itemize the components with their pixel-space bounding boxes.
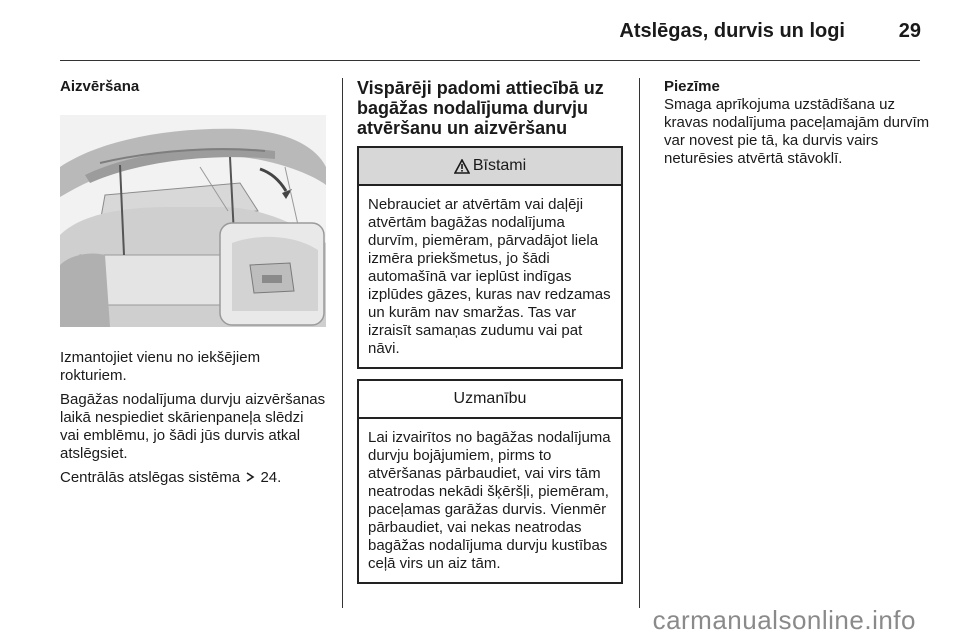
note-text: Smaga aprīkojuma uzstādīšana uz kravas nodalījuma paceļamajām durvīm var novest pie tā, ka durvis vairs neturēsies atvērtā stāvoklī. [664,96,930,167]
caution-box-title: Uzmanību [453,390,527,407]
column-closing [60,78,326,493]
column-general-advice [357,78,623,584]
cross-reference-page: 24. [260,469,282,486]
danger-box-header [359,148,621,186]
caution-box-text: Lai izvairītos no bagāžas nodalījuma durvju bojājumiem, pirms to atvēršanas pārbaudiet, vai virs tām neatrodas nekādi šķēršļi, piemēram, paceļamas garāžas durvis. Vienmēr pārbaudiet, vai nekas neatrodas bagāžas nodalījuma durvju kustības ceļā virs un aiz tām. [368,429,611,572]
caution-box-header [359,381,621,419]
tailgate-illustration [60,115,326,327]
danger-box [357,146,623,369]
cross-reference [60,469,326,487]
danger-box-title: Bīstami [472,157,527,174]
column-divider-left [342,78,343,608]
closing-paragraph-2: Bagāžas nodalījuma durvju aizvēršanas laikā nespiediet skārienpaneļa slēdzi vai emblēmu, jo šādi jūs durvis atkal atslēgsiet. [60,391,326,462]
column-divider-right [639,78,640,608]
note-title: Piezīme [664,78,720,95]
watermark-text: carmanualsonline.info [652,605,916,635]
closing-paragraph-1: Izmantojiet vienu no iekšējiem rokturiem. [60,349,261,384]
header-rule [60,60,920,61]
warning-triangle-icon [454,159,470,174]
general-advice-heading: Vispārēji padomi attiecībā uz bagāžas nodalījuma durvju atvēršanu un aizvēršanu [357,78,604,138]
page-header-title: Atslēgas, durvis un logi [619,20,845,42]
arrow-reference-icon [244,471,256,483]
danger-box-text: Nebrauciet ar atvērtām vai daļēji atvērtām bagāžas nodalījuma durvīm, piemēram, pārvadājot liela izmēra priekšmetus, jo šādi automašīnā var ieplūst indīgas izplūdes gāzes, kuras nav redzamas un kurām nav smaržas. Tas var izraisīt samaņas zudumu vai pat nāvi. [368,196,611,357]
column-note [664,78,930,174]
closing-heading: Aizvēršana [60,78,140,95]
page-number: 29 [898,20,921,42]
caution-box [357,379,623,584]
cross-reference-text: Centrālās atslēgas sistēma [60,469,241,486]
